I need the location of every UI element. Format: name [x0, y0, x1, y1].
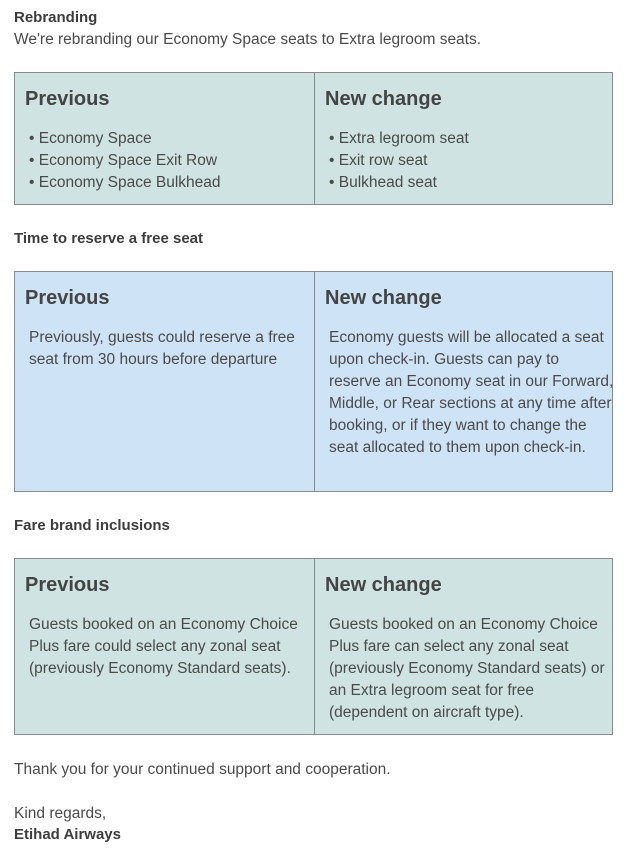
free-seat-title: Time to reserve a free seat [14, 230, 204, 247]
rebranding-previous-cell [15, 73, 315, 204]
fare-brand-previous-text: Guests booked on an Economy Choice Plus fare could select any zonal seat (previously Economy Standard seats). [29, 616, 298, 677]
list-item: • Economy Space [29, 128, 221, 150]
rebranding-previous-list [29, 128, 221, 194]
signature: Etihad Airways [14, 826, 121, 843]
free-seat-previous-heading: Previous [25, 287, 110, 309]
list-item: • Exit row seat [329, 150, 469, 172]
fare-brand-new-text: Guests booked on an Economy Choice Plus fare can select any zonal seat (previously Economy Standard seats) or an Extra legroom seat for free (dependent on aircraft type). [329, 616, 605, 721]
rebranding-new-list [329, 128, 469, 194]
free-seat-new-text: Economy guests will be allocated a seat upon check-in. Guests can pay to reserve an Economy seat in our Forward, Middle, or Rear sections at any time after booking, or if they want to change the seat allocated to them upon check-in. [329, 329, 614, 456]
fare-brand-new-cell [315, 559, 612, 734]
rebranding-intro: We're rebranding our Economy Space seats to Extra legroom seats. [14, 31, 482, 48]
rebranding-new-heading: New change [325, 88, 442, 110]
fare-brand-title: Fare brand inclusions [14, 517, 170, 534]
free-seat-new-heading: New change [325, 287, 442, 309]
fare-brand-new-heading: New change [325, 574, 442, 596]
free-seat-previous-text: Previously, guests could reserve a free seat from 30 hours before departure [29, 329, 295, 368]
list-item: • Economy Space Exit Row [29, 150, 221, 172]
fare-brand-previous-cell [15, 559, 315, 734]
rebranding-new-cell [315, 73, 612, 204]
rebranding-table [14, 72, 613, 205]
fare-brand-table [14, 558, 613, 735]
rebranding-title: Rebranding [14, 9, 98, 26]
regards-text: Kind regards, [14, 805, 107, 822]
list-item: • Economy Space Bulkhead [29, 172, 221, 194]
rebranding-previous-heading: Previous [25, 88, 110, 110]
list-item: • Bulkhead seat [329, 172, 469, 194]
free-seat-new-cell [315, 272, 612, 491]
free-seat-previous-cell [15, 272, 315, 491]
list-item: • Extra legroom seat [329, 128, 469, 150]
thanks-text: Thank you for your continued support and cooperation. [14, 761, 391, 778]
fare-brand-previous-heading: Previous [25, 574, 110, 596]
free-seat-table [14, 271, 613, 492]
